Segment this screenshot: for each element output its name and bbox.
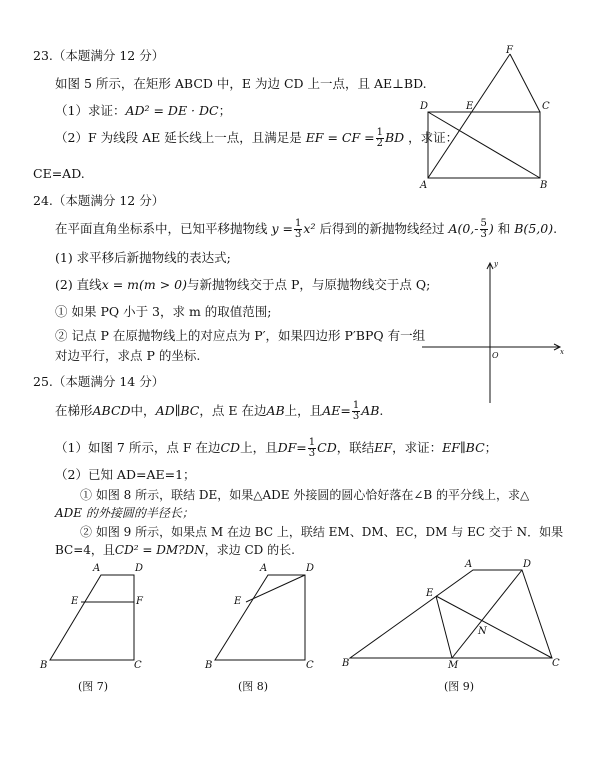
fig9-label-m: M: [448, 660, 459, 671]
figure-5: [420, 45, 560, 190]
fig9-label-c: C: [552, 658, 560, 669]
x-label: x: [560, 348, 564, 356]
fig7-label-c: C: [134, 660, 142, 671]
coordinate-axes: [420, 258, 570, 408]
origin-label: O: [492, 351, 499, 360]
fig9-label-n: N: [478, 626, 487, 637]
figure-8: [200, 560, 320, 670]
label-a: A: [420, 180, 428, 191]
fig8-label-c: C: [306, 660, 314, 671]
line-bd: [428, 112, 540, 178]
q25-part1: （1）如图 7 所示，点 F 在边CD上，且DF= $\frac{1}{3}$ CD，联结EF，求证：EF∥BC；: [55, 437, 498, 459]
figure-9: [340, 558, 565, 670]
q24-part1: (1) 求平移后新抛物线的表达式;: [55, 250, 231, 265]
line-fc: [510, 54, 540, 112]
q24-intro: 在平面直角坐标系中，已知平移抛物线 y = $\frac{1}{3}$ x² 后得到的新抛物线经过 A(0,- $\frac{5}{3}$ ) 和 B(5,0).: [55, 218, 558, 240]
q24-sub1: ① 如果 PQ 小于 3，求 m 的取值范围;: [55, 304, 272, 319]
q23-header: 23.（本题满分 12 分）: [33, 48, 165, 63]
fig9-caption: (图 9): [444, 680, 475, 693]
segment-dm: [452, 570, 522, 658]
fig7-label-f: F: [136, 596, 143, 607]
q25-part2: （2）已知 AD=AE=1；: [55, 467, 196, 482]
fig9-label-b: B: [342, 658, 350, 669]
q25-part2-1-line1: ① 如图 8 所示，联结 DE，如果△ADE 外接圆的圆心恰好落在∠B 的平分线上，求△: [80, 488, 530, 502]
q25-header: 25.（本题满分 14 分）: [33, 374, 165, 389]
fig9-label-e: E: [426, 588, 434, 599]
fig9-label-d: D: [523, 559, 532, 570]
fig8-label-b: B: [205, 660, 213, 671]
fig7-label-a: A: [93, 563, 101, 574]
fig8-label-d: D: [306, 563, 315, 574]
label-b: B: [540, 180, 548, 191]
fig9-label-a: A: [465, 559, 473, 570]
label-e: E: [466, 101, 474, 112]
q24-sub2-line2: 对边平行，求点 P 的坐标.: [55, 348, 201, 363]
segment-em: [436, 596, 452, 658]
fig7-label-b: B: [40, 660, 48, 671]
fig7-label-d: D: [135, 563, 144, 574]
segment-de: [246, 575, 305, 602]
fig7-label-e: E: [71, 596, 79, 607]
trapezoid-abcd: [350, 570, 552, 658]
fig8-label-a: A: [260, 563, 268, 574]
label-f: F: [506, 45, 513, 56]
q25-part2-2-line1: ② 如图 9 所示，如果点 M 在边 BC 上，联结 EM、DM、EC，DM 与 EC 交于 N．如果: [80, 525, 564, 539]
q24-part2: (2) 直线x = m(m > 0)与新抛物线交于点 P，与原抛物线交于点 Q;: [55, 277, 431, 292]
fig7-caption: (图 7): [78, 680, 109, 693]
label-c: C: [542, 101, 550, 112]
trapezoid-abcd: [215, 575, 305, 660]
fig8-caption: (图 8): [238, 680, 269, 693]
q25-intro: 在梯形ABCD中，AD∥BC，点 E 在边AB上，且AE= $\frac{1}{3}$ AB.: [55, 400, 384, 422]
q25-part2-2-line2: BC=4，且CD² = DM?DN，求边 CD 的长.: [55, 543, 295, 557]
q23-part2: （2）F 为线段 AE 延长线上一点，且满足是 EF = CF = $\frac{1}{2}$ BD ，求证：: [55, 127, 459, 149]
q25-part2-1-line2: ADE 的外接圆的半径长；: [55, 506, 194, 520]
q24-header: 24.（本题满分 12 分）: [33, 193, 165, 208]
figure-7: [38, 560, 148, 670]
trapezoid-abcd: [50, 575, 134, 660]
label-d: D: [420, 101, 429, 112]
line-af: [428, 54, 510, 178]
q23-intro: 如图 5 所示，在矩形 ABCD 中，E 为边 CD 上一点，且 AE⊥BD.: [55, 76, 427, 91]
y-label: y: [494, 260, 498, 268]
q23-part1: （1）求证：AD² = DE · DC；: [55, 103, 232, 118]
fig8-label-e: E: [234, 596, 242, 607]
q23-part2-cont: CE=AD.: [33, 166, 85, 181]
q24-sub2-line1: ② 记点 P 在原抛物线上的对应点为 P′，如果四边形 P′BPQ 有一组: [55, 328, 426, 343]
